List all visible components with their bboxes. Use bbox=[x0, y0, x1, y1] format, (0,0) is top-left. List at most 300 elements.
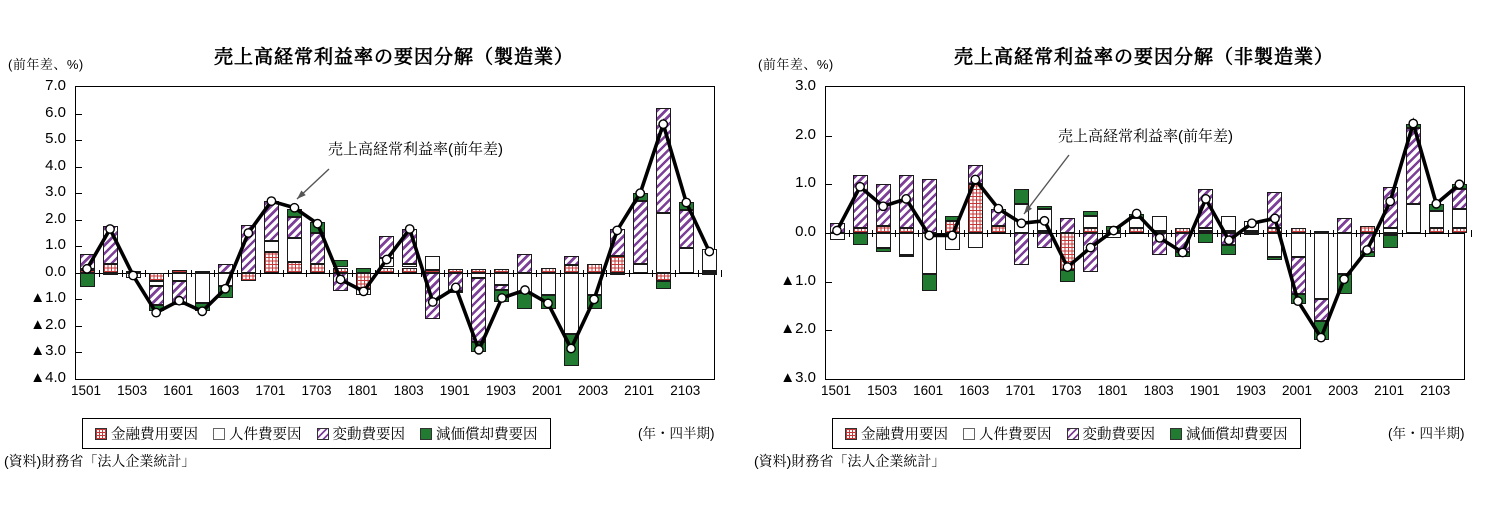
bar-segment-2003-white bbox=[1337, 233, 1352, 274]
y-tick-label: ▲1.0 bbox=[780, 271, 816, 289]
chart-title: 売上高経常利益率の要因分解（非製造業） bbox=[953, 47, 1334, 68]
x-axis-tick bbox=[260, 270, 261, 277]
y-tick-label: 4.0 bbox=[45, 156, 66, 174]
bar-segment-1601-purple-hatch bbox=[922, 179, 937, 233]
purple-hatch-swatch-icon bbox=[317, 428, 329, 440]
bar-segment-2101-white bbox=[633, 264, 648, 273]
bar-segment-1603-purple-hatch bbox=[218, 264, 233, 273]
y-axis-tick bbox=[826, 184, 832, 185]
x-axis-tick bbox=[1448, 230, 1449, 237]
x-tick-label: 1903 bbox=[1235, 383, 1266, 398]
x-axis-tick bbox=[629, 270, 630, 277]
bar-segment-2101-purple-hatch bbox=[1383, 187, 1398, 228]
bar-segment-1804-purple-hatch bbox=[1175, 233, 1190, 252]
bar-segment-1904-purple-hatch bbox=[1267, 192, 1282, 229]
bar-segment-1803-purple-hatch bbox=[1152, 233, 1167, 255]
x-axis-tick bbox=[1079, 230, 1080, 237]
bar-segment-2101-green bbox=[1383, 235, 1398, 247]
legend bbox=[832, 418, 1301, 449]
x-tick-label: 1803 bbox=[1143, 383, 1174, 398]
x-tick-label: 1501 bbox=[820, 383, 852, 398]
bar-segment-1604-purple-hatch bbox=[991, 209, 1006, 226]
x-tick-label: 2003 bbox=[578, 383, 609, 398]
y-tick-label: 5.0 bbox=[45, 130, 66, 148]
chart-panel-non-manufacturing bbox=[750, 0, 1496, 522]
legend-item-label: 人件費要因 bbox=[979, 427, 1052, 443]
chart-panel-manufacturing bbox=[0, 0, 746, 522]
y-axis-tick bbox=[76, 114, 82, 115]
x-tick-label: 1601 bbox=[163, 383, 194, 398]
bar-segment-1802-purple-hatch bbox=[379, 236, 394, 259]
legend-item-label: 減価償却費要因 bbox=[1186, 427, 1288, 443]
bar-segment-1501-purple-hatch bbox=[80, 254, 95, 269]
y-axis-tick bbox=[76, 352, 82, 353]
bar-segment-1703-purple-hatch bbox=[1060, 218, 1075, 233]
bar-segment-1701-white bbox=[264, 241, 279, 252]
x-axis-tick bbox=[536, 270, 537, 277]
bar-segment-1604-red-crosshatch bbox=[991, 226, 1006, 233]
legend-item bbox=[317, 423, 406, 444]
x-axis-tick bbox=[283, 270, 284, 277]
y-tick-label: ▲1.0 bbox=[30, 289, 66, 307]
bar-segment-1801-red-crosshatch bbox=[356, 273, 371, 289]
bar-segment-2001-green bbox=[541, 295, 556, 308]
bar-segment-1602-red-crosshatch bbox=[945, 221, 960, 233]
x-axis-tick bbox=[467, 270, 468, 277]
x-axis-tick bbox=[895, 230, 896, 237]
chart-title: 売上高経常利益率の要因分解（製造業） bbox=[213, 47, 574, 68]
x-axis-tick bbox=[964, 230, 965, 237]
bar-segment-1501-green bbox=[80, 273, 95, 288]
bar-segment-1504-purple-hatch bbox=[149, 286, 164, 305]
x-tick-label: 2103 bbox=[670, 383, 701, 398]
bar-segment-1804-purple-hatch bbox=[425, 273, 440, 319]
bar-segment-1604-red-crosshatch bbox=[241, 273, 256, 281]
bar-segment-2002-white bbox=[1314, 233, 1329, 299]
bar-segment-1601-white bbox=[922, 233, 937, 274]
x-axis-tick bbox=[652, 270, 653, 277]
line-annotation: 売上高経常利益率(前年差) bbox=[328, 141, 503, 158]
bar-segment-1603-white bbox=[968, 233, 983, 248]
bar-segment-2003-white bbox=[587, 273, 602, 296]
legend-item bbox=[420, 423, 538, 444]
bar-segment-1701-red-crosshatch bbox=[264, 252, 279, 273]
x-axis-tick bbox=[849, 230, 850, 237]
bar-segment-1502-green bbox=[103, 273, 118, 276]
x-axis-tick bbox=[1379, 230, 1380, 237]
bar-segment-1802-red-crosshatch bbox=[379, 268, 394, 273]
annotation-arrow bbox=[1024, 155, 1069, 214]
x-axis-tick bbox=[1102, 230, 1103, 237]
legend-item-label: 変動費要因 bbox=[1082, 427, 1155, 443]
bar-segment-1501-white bbox=[830, 233, 845, 240]
bar-segment-1801-green bbox=[356, 268, 371, 273]
bar-segment-2002-green bbox=[1314, 321, 1329, 340]
bar-segment-1802-red-crosshatch bbox=[1129, 228, 1144, 233]
bar-segment-1704-green bbox=[333, 260, 348, 268]
x-tick-label: 1803 bbox=[393, 383, 424, 398]
bar-segment-2003-green bbox=[587, 295, 602, 308]
x-axis-tick bbox=[1240, 230, 1241, 237]
x-axis-tick bbox=[698, 270, 699, 277]
x-tick-label: 2101 bbox=[1374, 383, 1405, 398]
bar-segment-1704-purple-hatch bbox=[333, 273, 348, 292]
bar-segment-1704-green bbox=[1083, 211, 1098, 216]
x-axis-tick bbox=[987, 230, 988, 237]
green-swatch-icon bbox=[420, 428, 432, 440]
x-axis-note: (年・四半期) bbox=[638, 426, 715, 441]
x-axis-tick bbox=[168, 270, 169, 277]
bar-segment-2104-purple-hatch bbox=[1452, 189, 1467, 208]
legend-item-label: 減価償却費要因 bbox=[436, 427, 538, 443]
bar-segment-1901-white bbox=[1198, 228, 1213, 230]
bar-segment-1602-green bbox=[945, 216, 960, 221]
x-tick-label: 1701 bbox=[1005, 383, 1036, 398]
bar-segment-1801-white bbox=[356, 289, 371, 296]
bar-segment-1902-green bbox=[471, 342, 486, 353]
y-tick-label: 3.0 bbox=[795, 77, 816, 94]
bar-segment-1901-green bbox=[448, 291, 463, 293]
x-axis-tick bbox=[329, 270, 330, 277]
x-axis-tick bbox=[1217, 230, 1218, 237]
bar-segment-1904-white bbox=[517, 273, 532, 293]
y-tick-label: 3.0 bbox=[45, 183, 66, 201]
bar-segment-1803-white bbox=[1152, 216, 1167, 231]
y-axis-tick bbox=[76, 220, 82, 221]
legend-item-label: 金融費用要因 bbox=[111, 427, 198, 443]
bar-segment-1904-green bbox=[1267, 257, 1282, 259]
bar-segment-1901-purple-hatch bbox=[1198, 189, 1213, 228]
bar-segment-1703-purple-hatch bbox=[310, 233, 325, 264]
bar-segment-2103-green bbox=[1429, 204, 1444, 211]
bar-segment-2001-white bbox=[1291, 233, 1306, 257]
bar-segment-1703-green bbox=[1060, 270, 1075, 282]
x-axis-tick bbox=[444, 270, 445, 277]
bar-segment-1903-white bbox=[494, 273, 509, 285]
legend-item-label: 人件費要因 bbox=[229, 427, 302, 443]
x-axis-tick bbox=[352, 270, 353, 277]
x-axis-tick bbox=[1033, 230, 1034, 237]
x-axis-tick bbox=[214, 270, 215, 277]
bar-segment-2102-red-crosshatch bbox=[656, 273, 671, 281]
y-tick-label: 2.0 bbox=[45, 209, 66, 227]
x-tick-label: 2003 bbox=[1328, 383, 1359, 398]
bar-segment-1803-red-crosshatch bbox=[402, 268, 417, 273]
bar-segment-1501-purple-hatch bbox=[830, 223, 845, 233]
red-crosshatch-swatch-icon bbox=[95, 428, 107, 440]
bar-segment-1702-green bbox=[1037, 206, 1052, 208]
bar-segment-2104-red-crosshatch bbox=[1452, 228, 1467, 233]
bar-segment-1601-purple-hatch bbox=[172, 281, 187, 304]
bar-segment-1903-green bbox=[1244, 233, 1259, 235]
bar-segment-1701-purple-hatch bbox=[264, 201, 279, 241]
x-axis-tick bbox=[1333, 230, 1334, 237]
x-tick-label: 1801 bbox=[347, 383, 378, 398]
x-axis-tick bbox=[560, 270, 561, 277]
line-annotation: 売上高経常利益率(前年差) bbox=[1058, 128, 1233, 145]
x-tick-label: 1901 bbox=[439, 383, 470, 398]
bar-segment-2102-green bbox=[656, 281, 671, 289]
bar-segment-1703-green bbox=[310, 222, 325, 233]
bar-segment-2102-purple-hatch bbox=[656, 108, 671, 213]
x-axis-tick bbox=[1263, 230, 1264, 237]
y-axis-tick bbox=[76, 167, 82, 168]
x-axis-tick bbox=[1286, 230, 1287, 237]
bar-segment-1702-purple-hatch bbox=[287, 217, 302, 238]
y-tick-label: ▲3.0 bbox=[780, 369, 816, 386]
x-axis-tick bbox=[1010, 230, 1011, 237]
bar-segment-1603-green bbox=[218, 286, 233, 298]
bar-segment-1803-purple-hatch bbox=[402, 229, 417, 264]
bar-segment-1703-red-crosshatch bbox=[1060, 233, 1075, 270]
bar-segment-1901-purple-hatch bbox=[448, 273, 463, 292]
bar-segment-2003-red-crosshatch bbox=[587, 264, 602, 273]
bar-segment-2103-green bbox=[679, 202, 694, 210]
bar-segment-1801-green bbox=[1106, 226, 1121, 231]
y-axis-unit-label: (前年差、%) bbox=[8, 57, 84, 72]
x-axis-tick bbox=[122, 270, 123, 277]
source-note: (資料)財務省「法人企業統計」 bbox=[754, 453, 946, 469]
bar-segment-1502-green bbox=[853, 233, 868, 245]
x-axis-tick bbox=[1402, 230, 1403, 237]
x-tick-label: 1903 bbox=[485, 383, 516, 398]
bar-segment-2002-purple-hatch bbox=[1314, 299, 1329, 321]
legend-item bbox=[213, 423, 302, 444]
bar-segment-2103-purple-hatch bbox=[679, 210, 694, 247]
bar-segment-2101-green bbox=[633, 193, 648, 201]
bar-segment-1901-green bbox=[1198, 233, 1213, 243]
bar-segment-2003-green bbox=[1337, 274, 1352, 293]
bar-segment-2004-white bbox=[610, 273, 625, 275]
legend-item bbox=[95, 423, 198, 444]
y-axis-tick bbox=[76, 140, 82, 141]
bar-segment-1603-white bbox=[218, 273, 233, 286]
x-tick-label: 1603 bbox=[209, 383, 240, 398]
y-tick-label: ▲2.0 bbox=[780, 320, 816, 338]
y-axis-tick bbox=[76, 326, 82, 327]
bar-segment-2002-green bbox=[564, 334, 579, 366]
y-tick-label: 1.0 bbox=[795, 174, 816, 192]
bar-segment-2103-white bbox=[679, 248, 694, 273]
bar-segment-2002-white bbox=[564, 273, 579, 334]
x-tick-label: 1703 bbox=[301, 383, 332, 398]
x-axis-tick bbox=[1356, 230, 1357, 237]
bar-segment-2001-green bbox=[1291, 294, 1306, 304]
x-axis-tick bbox=[398, 270, 399, 277]
bar-segment-1504-green bbox=[899, 255, 914, 257]
bar-segment-1902-purple-hatch bbox=[471, 278, 486, 342]
red-crosshatch-swatch-icon bbox=[845, 428, 857, 440]
x-axis-tick bbox=[583, 270, 584, 277]
x-axis-tick bbox=[421, 270, 422, 277]
bar-segment-1604-purple-hatch bbox=[241, 225, 256, 273]
bar-segment-2001-white bbox=[541, 273, 556, 296]
y-axis-tick bbox=[826, 330, 832, 331]
annotation-arrow bbox=[297, 169, 329, 199]
bar-segment-1703-red-crosshatch bbox=[310, 264, 325, 273]
x-axis-tick bbox=[606, 270, 607, 277]
legend-item bbox=[1170, 423, 1288, 444]
y-axis-unit-label: (前年差、%) bbox=[758, 57, 834, 72]
bar-segment-2104-purple-hatch bbox=[702, 273, 717, 276]
legend-item bbox=[845, 423, 948, 444]
bar-segment-2004-red-crosshatch bbox=[610, 256, 625, 273]
bar-segment-2102-purple-hatch bbox=[1406, 128, 1421, 203]
bar-segment-1602-white bbox=[195, 273, 210, 304]
x-axis-tick bbox=[1056, 230, 1057, 237]
source-note: (資料)財務省「法人企業統計」 bbox=[4, 453, 196, 469]
bar-segment-2104-white bbox=[1452, 209, 1467, 228]
bar-segment-1601-green bbox=[172, 303, 187, 305]
y-axis-tick bbox=[76, 193, 82, 194]
x-axis-tick bbox=[1310, 230, 1311, 237]
y-tick-label: 2.0 bbox=[795, 125, 816, 143]
bar-segment-1903-green bbox=[494, 290, 509, 302]
bar-segment-2001-purple-hatch bbox=[1291, 257, 1306, 294]
white-swatch-icon bbox=[963, 428, 975, 440]
y-tick-label: 0.0 bbox=[795, 223, 816, 240]
bar-segment-1903-white bbox=[1244, 221, 1259, 231]
x-axis-tick bbox=[490, 270, 491, 277]
bar-segment-1702-white bbox=[1037, 209, 1052, 231]
y-tick-label: 7.0 bbox=[45, 77, 66, 94]
x-tick-label: 1601 bbox=[913, 383, 944, 398]
bar-segment-1704-white bbox=[1083, 216, 1098, 228]
bar-segment-1601-white bbox=[172, 273, 187, 281]
annotation-arrowhead bbox=[297, 191, 306, 199]
bar-segment-1502-purple-hatch bbox=[853, 175, 868, 229]
x-tick-label: 2001 bbox=[1281, 383, 1313, 398]
bar-segment-1702-green bbox=[287, 209, 302, 217]
green-swatch-icon bbox=[1170, 428, 1182, 440]
x-axis-tick bbox=[375, 270, 376, 277]
x-tick-label: 1503 bbox=[117, 383, 148, 398]
x-axis-tick bbox=[99, 270, 100, 277]
bar-segment-1802-white bbox=[379, 258, 394, 267]
bar-segment-2101-white bbox=[1383, 228, 1398, 233]
bar-segment-1701-white bbox=[1014, 204, 1029, 233]
bar-segment-1503-white bbox=[126, 273, 141, 278]
bar-segment-1502-purple-hatch bbox=[103, 226, 118, 263]
white-swatch-icon bbox=[213, 428, 225, 440]
purple-hatch-swatch-icon bbox=[1067, 428, 1079, 440]
bar-segment-1502-red-crosshatch bbox=[103, 264, 118, 273]
bar-segment-1603-red-crosshatch bbox=[968, 184, 983, 233]
legend-item-label: 金融費用要因 bbox=[861, 427, 948, 443]
bar-segment-1804-white bbox=[425, 256, 440, 271]
x-axis-tick bbox=[1171, 230, 1172, 237]
x-tick-label: 1503 bbox=[867, 383, 898, 398]
bar-segment-2003-purple-hatch bbox=[1337, 218, 1352, 233]
x-tick-label: 2103 bbox=[1420, 383, 1451, 398]
bar-segment-2102-white bbox=[1406, 204, 1421, 233]
bar-segment-1902-white bbox=[1221, 216, 1236, 231]
y-tick-label: ▲3.0 bbox=[30, 342, 66, 360]
y-axis-tick bbox=[826, 282, 832, 283]
bar-segment-1503-red-crosshatch bbox=[876, 226, 891, 233]
bar-segment-2104-green bbox=[1452, 184, 1467, 189]
bar-segment-2004-green bbox=[1360, 252, 1375, 257]
bar-segment-1904-purple-hatch bbox=[517, 254, 532, 273]
y-tick-label: 1.0 bbox=[45, 236, 66, 254]
plot-area bbox=[75, 86, 715, 380]
bar-segment-2102-green bbox=[1406, 124, 1421, 129]
x-axis-tick bbox=[1125, 230, 1126, 237]
bar-segment-1504-white bbox=[899, 233, 914, 255]
bar-segment-2004-purple-hatch bbox=[610, 229, 625, 256]
bar-segment-1902-purple-hatch bbox=[1221, 233, 1236, 245]
bar-segment-2004-red-crosshatch bbox=[1360, 226, 1375, 233]
bar-segment-1701-green bbox=[1014, 189, 1029, 204]
y-tick-label: 0.0 bbox=[45, 262, 66, 280]
bar-segment-1504-red-crosshatch bbox=[149, 273, 164, 281]
bar-segment-2103-white bbox=[1429, 211, 1444, 228]
bar-segment-1602-white bbox=[945, 233, 960, 250]
x-axis-tick bbox=[237, 270, 238, 277]
bar-segment-1603-purple-hatch bbox=[968, 165, 983, 184]
bar-segment-2002-red-crosshatch bbox=[564, 265, 579, 273]
x-axis-note: (年・四半期) bbox=[1388, 426, 1465, 441]
bar-segment-1503-white bbox=[876, 233, 891, 248]
bar-segment-2102-white bbox=[656, 213, 671, 273]
x-axis-tick bbox=[145, 270, 146, 277]
y-axis-tick bbox=[76, 246, 82, 247]
bar-segment-2002-purple-hatch bbox=[564, 256, 579, 265]
x-axis-tick bbox=[513, 270, 514, 277]
x-tick-label: 1701 bbox=[255, 383, 286, 398]
bar-segment-1704-purple-hatch bbox=[1083, 233, 1098, 272]
bar-segment-1802-white bbox=[1129, 218, 1144, 228]
bar-segment-1501-white bbox=[80, 269, 95, 271]
legend-item bbox=[1067, 423, 1156, 444]
x-tick-label: 1501 bbox=[70, 383, 102, 398]
bar-segment-1701-purple-hatch bbox=[1014, 233, 1029, 265]
bar-segment-1503-purple-hatch bbox=[876, 184, 891, 225]
bar-segment-1702-purple-hatch bbox=[1037, 233, 1052, 248]
y-axis-tick bbox=[76, 299, 82, 300]
bar-segment-1902-green bbox=[1221, 245, 1236, 255]
bar-segment-2101-purple-hatch bbox=[633, 201, 648, 263]
bar-segment-2103-red-crosshatch bbox=[1429, 228, 1444, 233]
x-axis-tick bbox=[675, 270, 676, 277]
bar-segment-1504-green bbox=[149, 305, 164, 312]
x-axis-tick bbox=[1148, 230, 1149, 237]
x-tick-label: 2001 bbox=[531, 383, 563, 398]
x-tick-label: 2101 bbox=[624, 383, 655, 398]
x-axis-tick bbox=[721, 270, 722, 277]
bar-segment-1904-white bbox=[1267, 233, 1282, 257]
x-tick-label: 1703 bbox=[1051, 383, 1082, 398]
x-axis-tick bbox=[918, 230, 919, 237]
bar-segment-1504-purple-hatch bbox=[899, 175, 914, 229]
bar-segment-1802-green bbox=[1129, 214, 1144, 219]
x-axis-tick bbox=[1425, 230, 1426, 237]
bar-segment-1503-green bbox=[876, 248, 891, 253]
x-axis-tick bbox=[191, 270, 192, 277]
y-tick-label: ▲4.0 bbox=[30, 369, 66, 386]
bar-segment-1702-red-crosshatch bbox=[287, 262, 302, 273]
bar-segment-1801-white bbox=[1106, 233, 1121, 238]
legend-item bbox=[963, 423, 1052, 444]
x-axis-tick bbox=[872, 230, 873, 237]
x-axis-tick bbox=[1471, 230, 1472, 237]
x-axis-tick bbox=[1194, 230, 1195, 237]
y-axis-tick bbox=[826, 136, 832, 137]
bar-segment-1602-green bbox=[195, 303, 210, 311]
bar-segment-1804-green bbox=[1175, 252, 1190, 257]
x-axis-tick bbox=[306, 270, 307, 277]
x-tick-label: 1801 bbox=[1097, 383, 1128, 398]
